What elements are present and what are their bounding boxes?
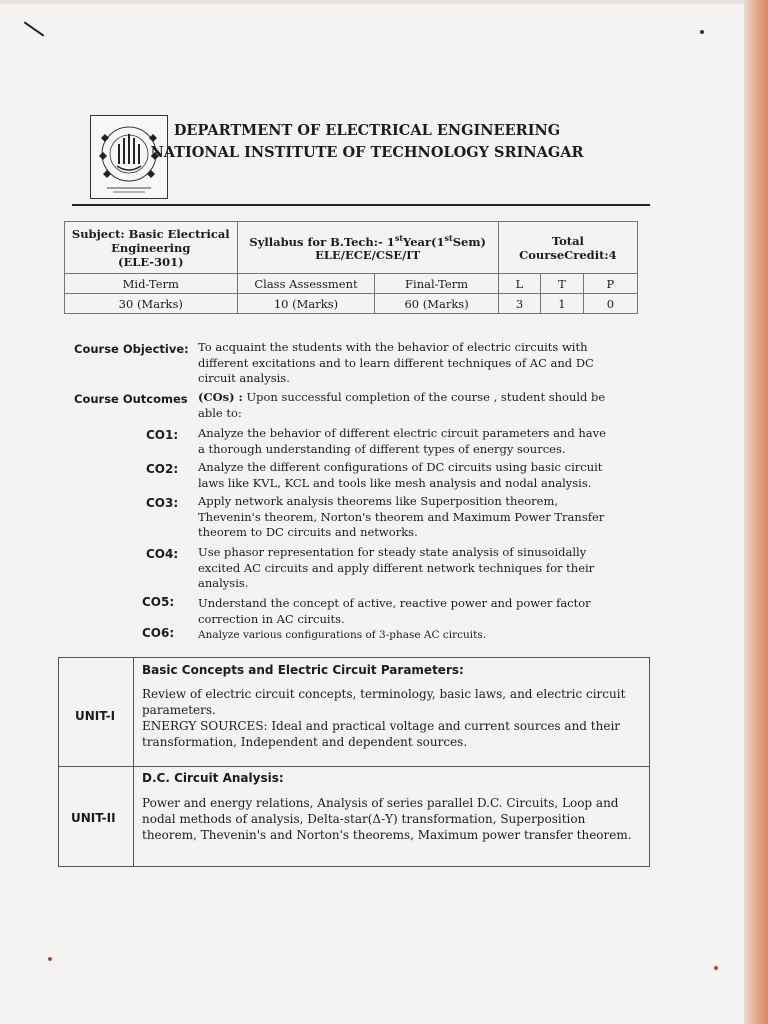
co6-text	[198, 628, 628, 644]
units-column-divider	[133, 658, 134, 866]
tutorial-label: T	[541, 274, 583, 294]
course-outcomes-label: Course Outcomes	[74, 392, 188, 406]
outcomes-intro-line	[198, 390, 628, 406]
co-line: Analyze various configurations of 3-phase AC circuits.	[198, 629, 487, 641]
co-line: excited AC circuits and apply different network techniques for their	[198, 560, 595, 575]
co4-code: CO4:	[146, 547, 179, 561]
units-row-divider	[59, 766, 649, 767]
co-line: Apply network analysis theorems like Superposition theorem,	[198, 494, 559, 508]
course-outcomes-intro	[198, 390, 628, 421]
co1-text	[198, 426, 628, 457]
final-term-marks: 60 (Marks)	[375, 294, 498, 314]
course-info-table	[64, 221, 638, 314]
unit-line: nodal methods of analysis, Delta-star(Δ-Y) transformation, Superposition	[142, 812, 586, 826]
tutorial-value: 1	[541, 294, 583, 314]
paper-top-edge	[0, 0, 744, 4]
unit-1-text	[142, 686, 642, 750]
department-heading: DEPARTMENT OF ELECTRICAL ENGINEERING	[173, 122, 561, 139]
co-line: laws like KVL, KCL and tools like mesh analysis and nodal analysis.	[198, 475, 592, 490]
syllabus-cell	[237, 222, 498, 274]
mid-term-marks: 30 (Marks)	[65, 294, 238, 314]
unit-1-label: UNIT-I	[75, 709, 116, 723]
speck-dot	[714, 966, 718, 970]
co2-text	[198, 460, 628, 491]
year-superscript: st	[394, 232, 404, 243]
cos-label: (COs) :	[198, 390, 243, 404]
final-term-label: Final-Term	[375, 274, 498, 294]
objective-line: circuit analysis.	[198, 371, 290, 385]
total-label: Total	[551, 233, 584, 248]
lecture-label: L	[498, 274, 540, 294]
co1-code: CO1:	[146, 428, 179, 442]
co-line: Thevenin's theorem, Norton's theorem and Maximum Power Transfer	[198, 509, 605, 524]
co-line: Analyze the different configurations of DC circuits using basic circuit	[198, 460, 603, 474]
unit-line: parameters.	[142, 703, 216, 717]
unit-line: Power and energy relations, Analysis of series parallel D.C. Circuits, Loop and	[142, 796, 619, 810]
co-line: theorem to DC circuits and networks.	[198, 525, 418, 539]
speck-dot	[700, 30, 704, 34]
unit-2-text	[142, 795, 642, 843]
class-assessment-label: Class Assessment	[237, 274, 375, 294]
subject-name: Subject: Basic Electrical Engineering	[71, 226, 230, 255]
co-line: analysis.	[198, 576, 249, 590]
syllabus-prefix: Syllabus for B.Tech:- 1	[249, 234, 395, 249]
subject-code: (ELE-301)	[118, 254, 184, 269]
header-rule	[72, 204, 650, 206]
outcomes-intro-text: Upon successful completion of the course , student should be	[246, 390, 606, 404]
co6-code: CO6:	[142, 626, 175, 640]
year-word: Year(1	[403, 234, 445, 249]
institute-heading: NATIONAL INSTITUTE OF TECHNOLOGY SRINAGAR	[150, 144, 584, 161]
co-line: Use phasor representation for steady state analysis of sinusoidally	[198, 545, 587, 559]
co5-text	[198, 596, 628, 627]
syllabus-line	[241, 233, 495, 249]
course-objective-label: Course Objective:	[74, 342, 189, 356]
unit-2-label: UNIT-II	[71, 811, 116, 825]
course-credit: CourseCredit:4	[519, 247, 617, 262]
pen-mark	[24, 21, 45, 36]
co-line: Understand the concept of active, reactive power and power factor	[198, 596, 591, 610]
course-objective-text	[198, 340, 628, 387]
sem-word: Sem)	[452, 234, 486, 249]
outcomes-intro-line: able to:	[198, 405, 242, 420]
co-line: a thorough understanding of different types of energy sources.	[198, 441, 566, 456]
branches: ELE/ECE/CSE/IT	[315, 248, 421, 263]
unit-line: Review of electric circuit concepts, terminology, basic laws, and electric circuit	[142, 687, 626, 701]
subject-cell	[65, 222, 238, 274]
objective-line: different excitations and to learn different techniques of AC and DC	[198, 355, 594, 370]
speck-dot	[48, 957, 52, 961]
co5-code: CO5:	[142, 595, 175, 609]
unit-line: ENERGY SOURCES: Ideal and practical voltage and current sources and their	[142, 719, 621, 733]
paper-stack-edge	[744, 0, 768, 1024]
sem-superscript: st	[444, 232, 453, 243]
practical-value: 0	[583, 294, 637, 314]
mid-term-label: Mid-Term	[65, 274, 238, 294]
unit-1-title: Basic Concepts and Electric Circuit Parameters:	[142, 663, 464, 677]
unit-line: theorem, Thevenin's and Norton's theorems, Maximum power transfer theorem.	[142, 828, 632, 842]
unit-line: transformation, Independent and dependent sources.	[142, 735, 468, 749]
co-line: Analyze the behavior of different electric circuit parameters and have	[198, 426, 606, 440]
co2-code: CO2:	[146, 462, 179, 476]
class-assessment-marks: 10 (Marks)	[237, 294, 375, 314]
practical-label: P	[583, 274, 637, 294]
unit-2-title: D.C. Circuit Analysis:	[142, 771, 284, 785]
co3-code: CO3:	[146, 496, 179, 510]
co4-text	[198, 545, 628, 592]
credit-cell	[498, 222, 637, 274]
lecture-value: 3	[498, 294, 540, 314]
co-line: correction in AC circuits.	[198, 611, 345, 626]
units-table	[58, 657, 650, 867]
objective-line: To acquaint the students with the behavior of electric circuits with	[198, 340, 588, 354]
co3-text	[198, 494, 628, 541]
